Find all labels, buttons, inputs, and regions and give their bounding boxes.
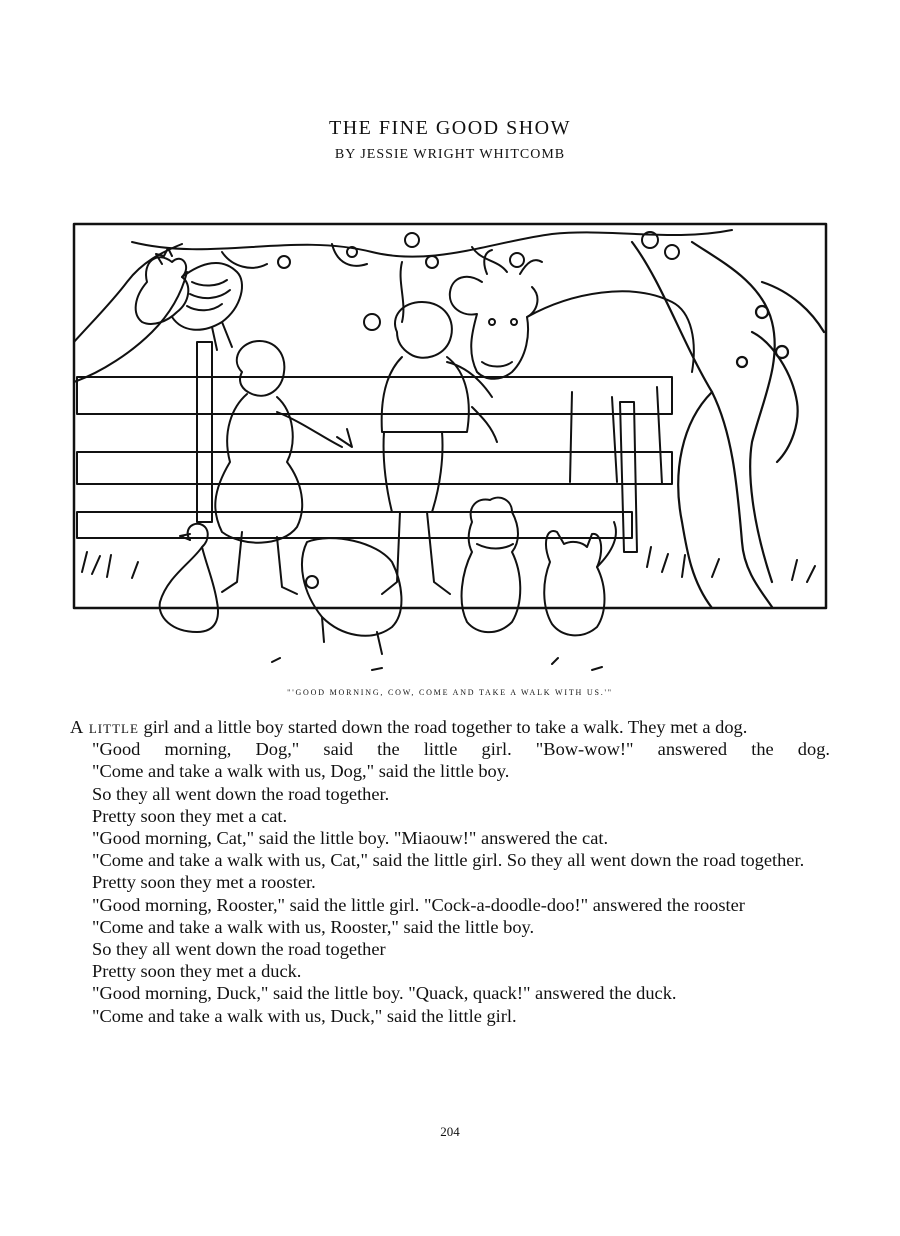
- story-title: THE FINE GOOD SHOW: [329, 117, 571, 139]
- dog: [462, 498, 521, 633]
- illustration-caption: "'GOOD MORNING, COW, COME AND TAKE A WALK WITH US.'": [287, 688, 613, 697]
- pig: [302, 538, 401, 654]
- story-text: [70, 716, 830, 1027]
- little-girl: [215, 341, 352, 594]
- duck: [160, 524, 218, 632]
- story-paragraph: Pretty soon they met a cat.: [92, 805, 288, 826]
- story-paragraph: "Good morning, Duck," said the little boy. "Quack, quack!" answered the duck.: [92, 983, 677, 1004]
- fence-post: [197, 342, 212, 522]
- story-paragraph: "Come and take a walk with us, Rooster," said the little boy.: [92, 916, 535, 937]
- author-byline: BY JESSIE WRIGHT WHITCOMB: [334, 147, 566, 162]
- story-paragraph: "Good morning, Rooster," said the little girl. "Cock-a-doodle-doo!" answered the rooster: [92, 894, 745, 915]
- fence-rail-mid: [77, 452, 672, 484]
- story-paragraph: Pretty soon they met a rooster.: [92, 872, 316, 893]
- rooster: [136, 248, 242, 350]
- story-paragraph: "Come and take a walk with us, Cat," said the little girl. So they all went down the road together.: [92, 850, 805, 871]
- story-paragraph: "Good morning, Cat," said the little boy. "Miaouw!" answered the cat.: [92, 828, 609, 849]
- story-paragraph: So they all went down the road together: [92, 939, 386, 960]
- story-paragraph-text: girl and a little boy started down the road together to take a walk. They met a dog.: [138, 717, 748, 737]
- fence-rail-top: [77, 377, 672, 414]
- drop-lead: A little: [70, 717, 139, 737]
- illustration: [72, 222, 828, 684]
- story-paragraph: So they all went down the road together.: [92, 783, 390, 804]
- story-paragraph: [70, 716, 830, 738]
- story-paragraph: "Come and take a walk with us, Duck," said the little girl.: [92, 1005, 517, 1026]
- story-paragraph: "Good morning, Dog," said the little girl. "Bow-wow!" answered the dog.: [92, 739, 830, 760]
- story-paragraph: Pretty soon they met a duck.: [92, 961, 302, 982]
- page-number: 204: [440, 1124, 460, 1139]
- little-boy: [382, 302, 497, 594]
- story-paragraph: "Come and take a walk with us, Dog," said the little boy.: [92, 761, 510, 782]
- cat: [544, 522, 616, 635]
